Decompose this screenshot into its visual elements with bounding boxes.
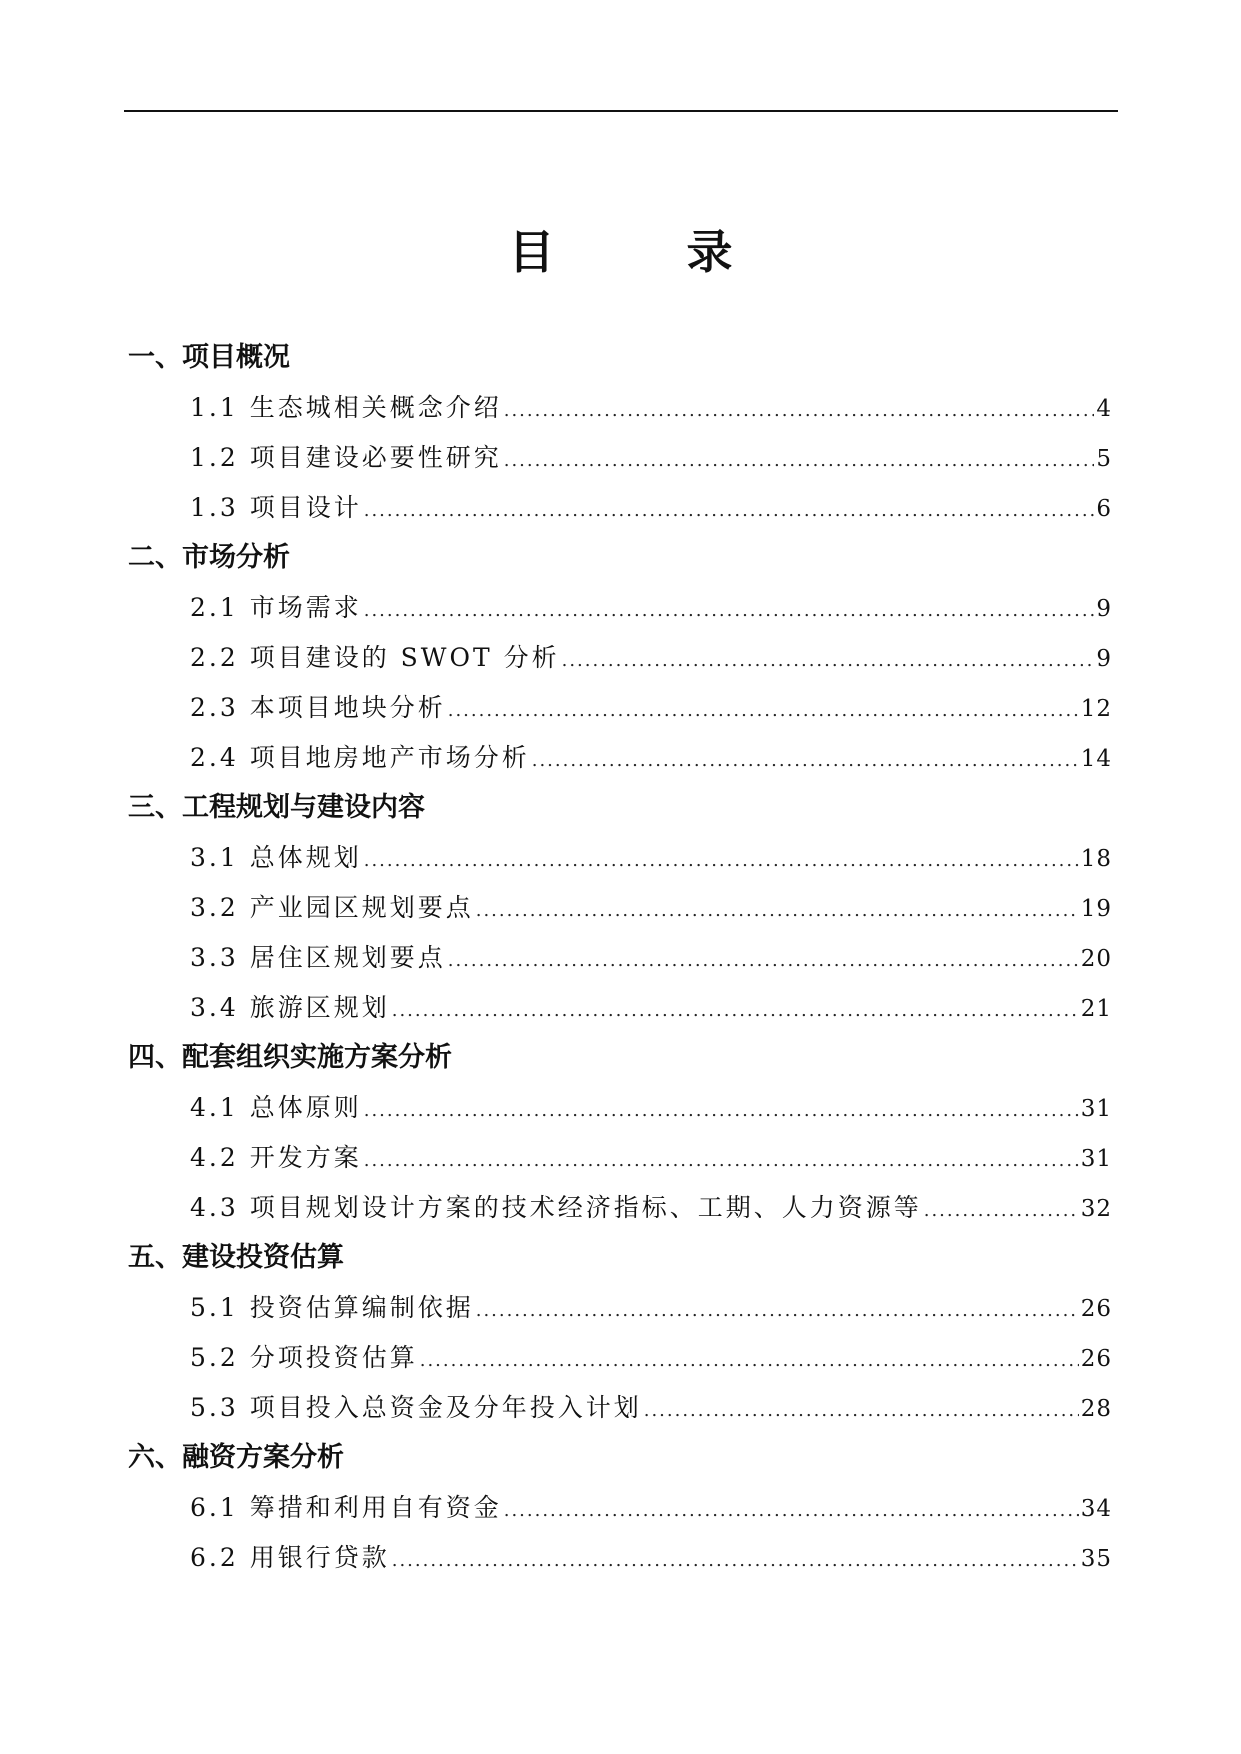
page-number: 34 xyxy=(1080,1496,1112,1522)
entry-label: 1.2 项目建设必要性研究 xyxy=(190,443,502,472)
toc-entry[interactable] xyxy=(190,738,1112,778)
page-number: 31 xyxy=(1080,1096,1112,1122)
dot-leader xyxy=(562,641,1095,681)
toc-entry[interactable] xyxy=(190,1288,1112,1328)
dot-leader xyxy=(364,1091,1079,1131)
entry-label: 6.1 筹措和利用自有资金 xyxy=(190,1493,502,1522)
page-number: 19 xyxy=(1080,896,1112,922)
dot-leader xyxy=(448,691,1079,731)
dot-leader xyxy=(476,891,1079,931)
section-heading: 六、融资方案分析 xyxy=(128,1442,344,1473)
dot-leader xyxy=(364,841,1079,881)
dot-leader xyxy=(364,591,1095,631)
entry-label: 5.1 投资估算编制依据 xyxy=(190,1293,474,1322)
page-number: 32 xyxy=(1080,1196,1112,1222)
toc-entry[interactable] xyxy=(190,488,1112,528)
dot-leader xyxy=(392,1541,1079,1581)
page-number: 31 xyxy=(1080,1146,1112,1172)
page-number: 9 xyxy=(1096,646,1112,672)
section-heading: 三、工程规划与建设内容 xyxy=(128,792,425,823)
toc-entry[interactable] xyxy=(190,888,1112,928)
dot-leader xyxy=(644,1391,1079,1431)
entry-label: 5.2 分项投资估算 xyxy=(190,1343,418,1372)
page-number: 28 xyxy=(1080,1396,1112,1422)
section-heading: 二、市场分析 xyxy=(128,542,290,573)
entry-label: 5.3 项目投入总资金及分年投入计划 xyxy=(190,1393,642,1422)
dot-leader xyxy=(476,1291,1079,1331)
entry-label: 1.1 生态城相关概念介绍 xyxy=(190,393,502,422)
toc-entry[interactable] xyxy=(190,438,1112,478)
dot-leader xyxy=(924,1191,1079,1231)
entry-label: 3.3 居住区规划要点 xyxy=(190,943,446,972)
toc-entry[interactable] xyxy=(190,1488,1112,1528)
dot-leader xyxy=(532,741,1079,781)
entry-label: 1.3 项目设计 xyxy=(190,493,362,522)
toc-entry[interactable] xyxy=(190,988,1112,1028)
entry-label: 2.1 市场需求 xyxy=(190,593,362,622)
dot-leader xyxy=(420,1341,1079,1381)
toc-entry[interactable] xyxy=(190,1188,1112,1228)
dot-leader xyxy=(364,491,1095,531)
page-number: 4 xyxy=(1096,396,1112,422)
page-number: 18 xyxy=(1080,846,1112,872)
page-number: 20 xyxy=(1080,946,1112,972)
toc-entry[interactable] xyxy=(190,588,1112,628)
toc-entry[interactable] xyxy=(190,388,1112,428)
entry-label: 2.2 项目建设的 SWOT 分析 xyxy=(190,643,560,672)
page-number: 12 xyxy=(1080,696,1112,722)
page-number: 14 xyxy=(1080,746,1112,772)
page-number: 26 xyxy=(1080,1296,1112,1322)
entry-label: 3.4 旅游区规划 xyxy=(190,993,390,1022)
entry-label: 4.1 总体原则 xyxy=(190,1093,362,1122)
dot-leader xyxy=(504,391,1095,431)
entry-label: 2.3 本项目地块分析 xyxy=(190,693,446,722)
toc-entry[interactable] xyxy=(190,1338,1112,1378)
page-number: 21 xyxy=(1080,996,1112,1022)
page-number: 26 xyxy=(1080,1346,1112,1372)
dot-leader xyxy=(504,1491,1079,1531)
header-rule xyxy=(124,110,1118,112)
dot-leader xyxy=(448,941,1079,981)
toc-entry[interactable] xyxy=(190,688,1112,728)
toc-entry[interactable] xyxy=(190,938,1112,978)
section-heading: 一、项目概况 xyxy=(128,342,290,373)
entry-label: 3.2 产业园区规划要点 xyxy=(190,893,474,922)
dot-leader xyxy=(504,441,1095,481)
page-title: 目 录 xyxy=(508,225,791,279)
toc-entry[interactable] xyxy=(190,1138,1112,1178)
page-number: 9 xyxy=(1096,596,1112,622)
page-number: 35 xyxy=(1080,1546,1112,1572)
page-number: 5 xyxy=(1096,446,1112,472)
dot-leader xyxy=(392,991,1079,1031)
dot-leader xyxy=(364,1141,1079,1181)
entry-label: 3.1 总体规划 xyxy=(190,843,362,872)
toc-entry[interactable] xyxy=(190,1538,1112,1578)
entry-label: 6.2 用银行贷款 xyxy=(190,1543,390,1572)
section-heading: 五、建设投资估算 xyxy=(128,1242,344,1273)
entry-label: 4.3 项目规划设计方案的技术经济指标、工期、人力资源等 xyxy=(190,1193,922,1222)
entry-label: 4.2 开发方案 xyxy=(190,1143,362,1172)
entry-label: 2.4 项目地房地产市场分析 xyxy=(190,743,530,772)
toc-entry[interactable] xyxy=(190,638,1112,678)
page-number: 6 xyxy=(1096,496,1112,522)
toc-entry[interactable] xyxy=(190,838,1112,878)
toc-entry[interactable] xyxy=(190,1388,1112,1428)
section-heading: 四、配套组织实施方案分析 xyxy=(128,1042,452,1073)
toc-entry[interactable] xyxy=(190,1088,1112,1128)
